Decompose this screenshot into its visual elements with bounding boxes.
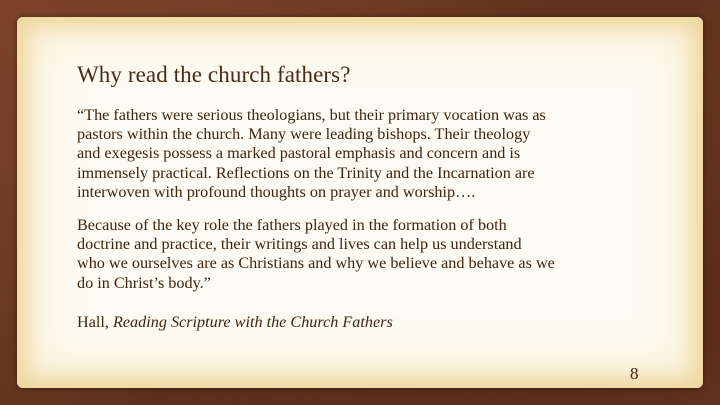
- quote-line: do in Christ’s body.”: [77, 273, 211, 292]
- citation-work-title: Reading Scripture with the Church Fathers: [112, 313, 393, 331]
- quote-paragraph-2: [77, 216, 657, 293]
- citation-author: Hall,: [77, 313, 113, 331]
- quote-line: “The fathers were serious theologians, but their primary vocation was as: [77, 106, 546, 124]
- quote-line: immensely practical. Reflections on the Trinity and the Incarnation are: [77, 163, 535, 182]
- quote-line: pastors within the church. Many were leading bishops. Their theology: [77, 125, 531, 144]
- quote-line: interwoven with profound thoughts on prayer and worship….: [77, 182, 476, 201]
- quote-line: Because of the key role the fathers played in the formation of both: [77, 216, 507, 234]
- page-number: 8: [630, 364, 639, 383]
- slide-title: Why read the church fathers?: [77, 62, 351, 87]
- quote-line: doctrine and practice, their writings and lives can help us understand: [77, 235, 522, 254]
- quote-line: and exegesis possess a marked pastoral emphasis and concern and is: [77, 144, 521, 163]
- citation: [77, 313, 657, 332]
- quote-paragraph-1: [77, 106, 657, 202]
- quote-line: who we ourselves are as Christians and why we believe and behave as we: [77, 254, 555, 273]
